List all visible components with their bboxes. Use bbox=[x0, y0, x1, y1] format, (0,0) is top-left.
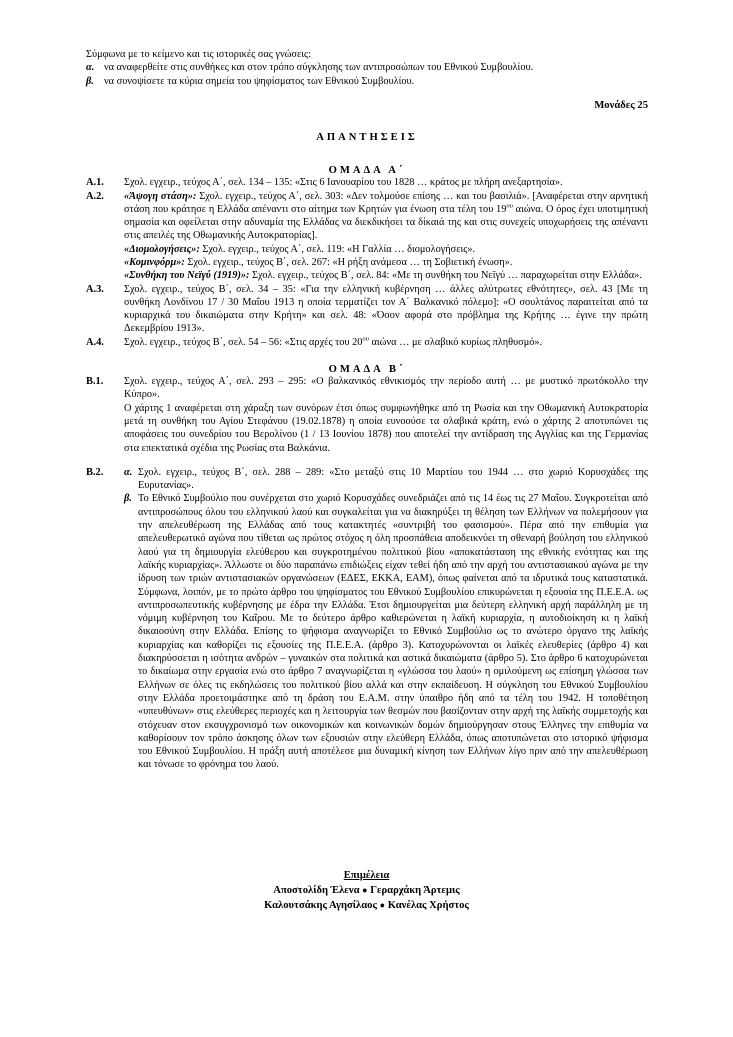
answer-b2-subitem-beta bbox=[124, 492, 648, 771]
answer-b2-beta-marker: β. bbox=[124, 493, 132, 505]
answer-body-a4 bbox=[124, 336, 648, 349]
section-heading-omada-b: ΟΜΑΔΑ Β΄ bbox=[328, 364, 406, 376]
answer-body-b2 bbox=[124, 466, 648, 772]
answer-a2-text-1a: Σχολ. εγχειρ., τεύχος Α΄, σελ. 303: «Δεν τολμούσε επίσης … και του βασιλιά». [Αναφέρεται στην αρνητική στάση που κράτησε η Ελλάδα απέναντι στο αίτημα των Κρητών για ένωση στα τέλη του 19 bbox=[124, 190, 648, 215]
answer-b2-subitem-alpha bbox=[124, 466, 648, 493]
answer-a2-term-kominform: «Κομινφόρμ»: bbox=[124, 257, 185, 268]
intro-item-beta bbox=[86, 75, 648, 88]
answer-label-b1: Β.1. bbox=[86, 376, 104, 388]
answer-label-a3: Α.3. bbox=[86, 283, 104, 295]
answer-b2-alpha-marker: α. bbox=[124, 466, 133, 478]
document-content bbox=[86, 48, 648, 772]
answer-block-a3 bbox=[86, 283, 648, 336]
answer-a3-text: Σχολ. εγχειρ., τεύχος Β΄, σελ. 34 – 35: «Για την ελληνική κυβέρνηση … άλλες αλύτρωτες εθνότητες», σελ. 43 [Με τη συνθήκη Λονδίνου 17 / 30 Μαΐου 1913 η οποία τερματίζει τον Α΄ Βαλκανικό πόλεμο]: «Ο σουλτάνος παραιτείται από τα κυριαρχικά του δικαιώματα στην Κρήτη» και σελ. 48: «Όσον αφορά στο πρόβλημα της Κρήτης … έγινε την πρώτη Δεκεμβρίου 1913». bbox=[124, 283, 648, 335]
credits-title: Επιμέλεια bbox=[343, 870, 390, 881]
credits-author-2: Γεραρχάκη Άρτεμις bbox=[370, 885, 460, 896]
credits-author-4: Κανέλας Χρήστος bbox=[387, 900, 469, 912]
answer-b2-alpha-text: Σχολ. εγχειρ., τεύχος Β΄, σελ. 288 – 289: «Στο μεταξύ στις 10 Μαρτίου του 1944 … στο χωριό Κορυσχάδες της Ευρυτανίας». bbox=[138, 466, 648, 492]
answer-label-b2: Β.2. bbox=[86, 466, 104, 478]
answer-body-a3 bbox=[124, 283, 648, 336]
answer-a2-superscript-19: ου bbox=[506, 202, 513, 210]
bullet-separator-icon: ● bbox=[362, 885, 368, 896]
answer-block-a4 bbox=[86, 336, 648, 349]
answer-block-b2 bbox=[86, 466, 648, 772]
answer-a2-paragraph-3 bbox=[124, 256, 648, 269]
answer-label-a2: Α.2. bbox=[86, 190, 104, 202]
credits-line-2 bbox=[0, 898, 733, 913]
answer-a2-paragraph-1 bbox=[124, 190, 648, 243]
bullet-separator-icon-2: ● bbox=[379, 900, 386, 911]
answer-body-b1 bbox=[124, 375, 648, 455]
credits-author-1: Αποστολίδη Έλενα bbox=[273, 885, 360, 896]
answer-a2-paragraph-2 bbox=[124, 243, 648, 256]
intro-item-beta-text: να συνοψίσετε τα κύρια σημεία του ψηφίσματος των Εθνικού Συμβουλίου. bbox=[104, 75, 415, 87]
answer-a2-text-4: Σχολ. εγχειρ., τεύχος Β΄, σελ. 84: «Με τη συνθήκη του Νεϊγύ … παραχωρείται στην Ελλάδα». bbox=[249, 270, 642, 282]
answer-a4-text-pre: Σχολ. εγχειρ., τεύχος Β΄, σελ. 54 – 56: «Στις αρχές του 20 bbox=[124, 336, 363, 348]
credits-author-3: Καλουτσάκης Αγησίλαος bbox=[264, 900, 377, 912]
answer-a4-superscript-20: ου bbox=[362, 335, 369, 343]
monades-label: Μονάδες 25 bbox=[594, 100, 648, 112]
answer-a2-term-apsogi-stasi: «Άψογη στάση»: bbox=[124, 190, 197, 202]
intro-item-alpha-text: να αναφερθείτε στις συνθήκες και στον τρόπο σύγκλησης των αντιπροσώπων του Εθνικού Συμβουλίου. bbox=[104, 62, 534, 74]
intro-lead: Σύμφωνα με το κείμενο και τις ιστορικές σας γνώσεις: bbox=[86, 49, 311, 60]
section-heading-omada-a: ΟΜΑΔΑ Α΄ bbox=[328, 165, 406, 177]
answer-a4-text-post: αιώνα … με σλαβικό κυρίως πληθυσμό». bbox=[368, 336, 543, 348]
answer-label-a4: Α.4. bbox=[86, 336, 104, 348]
credits-line-1 bbox=[0, 883, 733, 898]
answer-a4-text bbox=[124, 336, 648, 349]
answer-a2-paragraph-4 bbox=[124, 269, 648, 282]
answer-a2-text-3: Σχολ. εγχειρ., τεύχος Β΄, σελ. 267: «Η ρήξη ανάμεσα … τη Σοβιετική ένωση». bbox=[184, 257, 513, 268]
answer-b1-paragraph-2: Ο χάρτης 1 αναφέρεται στη χάραξη των συνόρων έτσι όπως συμφωνήθηκε από τη Ρωσία και την Οθωμανική Αυτοκρατορία μετά τη συνθήκη του Αγίου Στεφάνου (19.02.1878) η οποία ευνοούσε τα σλαβικά κράτη, ενώ ο χάρτης 2 αποτυπώνει τις αποφάσεις του συνεδρίου του Βερολίνου (1 / 13 Ιουνίου 1878) που αποτελεί την αντίδραση της Αγγλίας και της Γερμανίας στα επεκτατικά σχέδια της Ρωσίας στα Βαλκάνια. bbox=[124, 402, 648, 454]
answer-a2-term-synthiki-neigy: «Συνθήκη του Νεϊγύ (1919)»: bbox=[124, 270, 250, 282]
answer-b2-beta-text: Το Εθνικό Συμβούλιο που συνέρχεται στο χωριό Κορυσχάδες συνεδριάζει από τις 14 έως τις 27 Μαΐου. Συγκροτείται από αντιπροσώπους όλου του ελληνικού λαού και συγκαλείται για να διακηρύξει τη θέληση των Ελλήνων να πολεμήσουν για την απελευθέρωση της Ελλάδας από τους κατακτητές «συντριβή του φασισμού». Πέρα από την επιθυμία για απελευθερωτικό αγώνα που τίθεται ως πρώτος στόχος η όλη προσπάθεια αποδεικνύει τη σθεναρή βούληση του ελληνικού λαού για τη δημιουργία ελεύθερου και συγκροτημένου πολιτικού βίου «αποκατάσταση της εθνικής ενότητας και της λαϊκής κυριαρχίας». Άλλωστε οι δύο παραπάνω επιδιώξεις είχαν τεθεί ήδη από την αρχή του αντιστασιακού αγώνα με την ίδρυση των τριών αντιστασιακών οργανώσεων (ΕΔΕΣ, ΕΚΚΑ, ΕΑΜ), όπως φαίνεται από τα ιδρυτικά τους καταστατικά. Σύμφωνα, λοιπόν, με το πρώτο άρθρο του ψηφίσματος του Εθνικού Συμβουλίου επικυρώνεται η εξουσία της Π.Ε.Ε.Α. ως αντιπροσωπευτικής κυβέρνησης με έδρα την Ελλάδα. Έτσι δημιουργείται μια δεύτερη ελληνική αρχή παράλληλη με τη νόμιμη κυβέρνηση του Καΐρου. Με το δεύτερο άρθρο καθιερώνεται η λαϊκή κυριαρχία, η αυτοδιοίκηση κι η λαϊκή δικαιοσύνη στην Ελλάδα. Επίσης το ψήφισμα αναγνωρίζει το Εθνικό Συμβούλιο ως το ανώτερο όργανο της λαϊκής κυριαρχίας και καθορίζει τις εξουσίες της Π.Ε.Ε.Α. (άρθρο 3). Κατοχυρώνονται οι λαϊκές ελευθερίες (άρθρο 4) και διακηρύσσεται η ισότητα ανδρών – γυναικών στα πολιτικά και αστικά δικαιώματα (άρθρο 5). Στο άρθρο 6 κατοχυρώνεται το δικαίωμα στην εργασία ενώ στο άρθρο 7 αναγνωρίζεται η «γλώσσα του λαού» η ομιλούμενη ως επίσημη γλώσσα των Ελλήνων σε όλες τις εκδηλώσεις του πολιτικού βίου αλλά και στην εκπαίδευση. Η σύγκληση του Εθνικού Συμβουλίου στην Ελλάδα προετοιμάστηκε από τη δράση του Ε.Α.Μ. στην ύπαιθρο ήδη από τα τέλη του 1942. Η τοποθέτηση «υπευθύνων» στις ελεύθερες περιοχές και η λειτουργία των θεσμών που βασίζονταν στην αρχή της λαϊκής συμμετοχής και στόχευαν στον εκσυγχρονισμό των οικονομικών και κοινωνικών δομών δημιούργησαν στους Έλληνες την επιθυμία να καθορίσουν τον τρόπο άσκησης όλων των εξουσιών στην ελεύθερη Ελλάδα, όπως αποτυπώνεται στο ιστορικό ψήφισμα του Εθνικού Συμβουλίου. Η πράξη αυτή αποτέλεσε μια δυναμική κίνηση των Ελλήνων λίγο πριν από την απελευθέρωση και τόνωσε το φρόνημα του λαού. bbox=[138, 493, 648, 771]
answer-block-b1 bbox=[86, 375, 648, 455]
answer-a1-text: Σχολ. εγχειρ., τεύχος Α΄, σελ. 134 – 135: «Στις 6 Ιανουαρίου του 1828 … κράτος με πλήρη ανεξαρτησία». bbox=[124, 177, 563, 189]
intro-item-beta-marker: β. bbox=[86, 75, 94, 87]
answer-a2-text-1b: αιώνα. Ο όρος έχει υποτιμητική σημασία και οφείλεται στην αδυναμία της Ελλάδας να διεκδικήσει τα δίκαιά της και στις συνεχείς υποχωρήσεις της απέναντι στις απειλές της Οθωμανικής Αυτοκρατορίας]. bbox=[124, 203, 648, 242]
block-spacer bbox=[86, 455, 648, 466]
answer-body-a2 bbox=[124, 190, 648, 283]
answer-b1-paragraph-1: Σχολ. εγχειρ., τεύχος Α΄, σελ. 293 – 295: «Ο βαλκανικός εθνικισμός την περίοδο αυτή … με μυστικό πρωτόκολλο την Κύπρο». bbox=[124, 376, 648, 401]
intro-item-alpha-marker: α. bbox=[86, 62, 95, 74]
answer-block-a2 bbox=[86, 190, 648, 283]
answer-a2-text-2: Σχολ. εγχειρ., τεύχος Α΄, σελ. 119: «Η Γαλλία … διομολογήσεις». bbox=[199, 243, 476, 255]
intro-item-alpha bbox=[86, 61, 648, 74]
answer-block-a1 bbox=[86, 176, 648, 189]
page-title: ΑΠΑΝΤΗΣΕΙΣ bbox=[316, 132, 418, 144]
answer-label-a1: Α.1. bbox=[86, 177, 104, 189]
credits-footer bbox=[0, 868, 733, 913]
answer-body-a1 bbox=[124, 176, 648, 189]
answer-a2-term-diomologiseis: «Διομολογήσεις»: bbox=[124, 243, 200, 255]
